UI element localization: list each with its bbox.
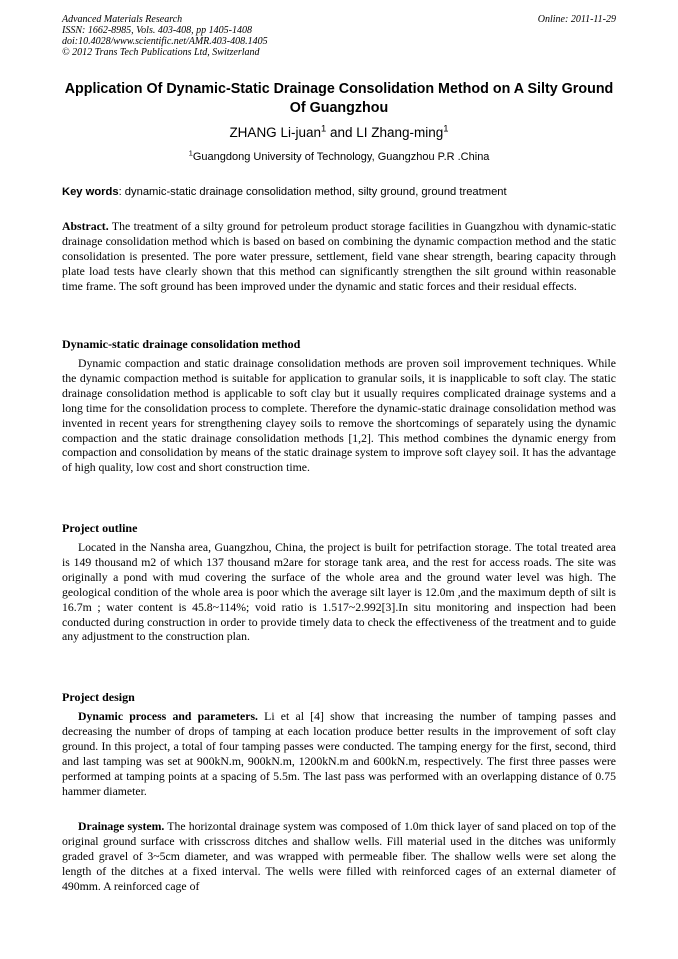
author-1: ZHANG Li-juan	[229, 125, 321, 140]
affiliation-sup: 1	[188, 148, 193, 158]
author-2: LI Zhang-ming	[356, 125, 444, 140]
section-paragraph-drainage	[62, 820, 616, 895]
abstract-label: Abstract.	[62, 220, 109, 233]
journal-name: Advanced Materials Research	[62, 14, 183, 25]
section-heading-outline: Project outline	[62, 521, 138, 535]
keywords-label: Key words	[62, 186, 119, 198]
journal-header	[62, 14, 616, 58]
keywords	[62, 185, 616, 199]
doi-line: doi:10.4028/www.scientific.net/AMR.403-408.1405	[62, 36, 268, 47]
section-heading-design: Project design	[62, 690, 135, 704]
dynamic-process-text: Li et al [4] show that increasing the number of tamping passes and decreasing the number of drops of tamping at each location produce better results in the improvement of soft clay ground. In this project, a total of four tamping passes were conducted. The tamping energy for the first, second, third and last tamping was set at 900kN.m, 900kN.m, 1200kN.m and 600kN.m, respectively. The first three passes were performed at tamping points at a spacing of 5.5m. The last pass was performed with an overlapping distance of 0.75 hammer diameter.	[62, 710, 616, 798]
online-date: Online: 2011-11-29	[537, 14, 616, 25]
affiliation-text: Guangdong University of Technology, Guangzhou P.R .China	[192, 151, 490, 163]
author-conjunction: and	[326, 125, 357, 140]
issn-line: ISSN: 1662-8985, Vols. 403-408, pp 1405-1408	[62, 25, 252, 36]
keywords-text: : dynamic-static drainage consolidation method, silty ground, ground treatment	[118, 186, 507, 198]
drainage-system-label: Drainage system.	[78, 820, 165, 833]
copyright-line: © 2012 Trans Tech Publications Ltd, Switzerland	[62, 47, 260, 58]
section-paragraph-outline: Located in the Nansha area, Guangzhou, China, the project is built for petrifaction storage. The total treated area is 149 thousand m2 of which 137 thousand m2are for storage tank area, and the rest for access roads. The site was originally a pond with mud covering the surface of the whole area and the ground water level was high. The geological condition of the whole area is poor which the average silt layer is 12.0m ,and the maximum depth of silt is 16.7m ; water content is 45.8~114%; void ratio is 1.517~2.992[3].In situ monitoring and inspection had been conducted during construction in order to provide timely data to check the effectiveness of the treatment and to guide any adjustment to the construction plan.	[62, 541, 616, 644]
abstract	[62, 220, 616, 295]
section-paragraph-dynamic-process	[62, 710, 616, 799]
drainage-system-text: The horizontal drainage system was composed of 1.0m thick layer of sand placed on top of the original ground surface with crisscross ditches and shallow wells. Fill material used in the ditches was uniformly graded gravel of 3~5cm diameter, and was wrapped with permeable fiber. The shallow wells were set along the length of the ditches at a fixed interval. The wells were filled with reinforced cages of an external diameter of 490mm. A reinforced cage of	[62, 820, 616, 893]
section-paragraph-method: Dynamic compaction and static drainage consolidation methods are proven soil improvement techniques. While the dynamic compaction method is suitable for application to granular soils, it is inapplicable to soft clay. The static drainage consolidation method is applicable to soft clay but it usually requires complicated drainage systems and a long time for the consolidation process to complete. Therefore the dynamic-static drainage consolidation method was invented in recent years for strengthening clayey soils to remove the shortcomings of separately using the dynamic compaction and the static drainage consolidation methods [1,2]. This method combines the dynamic energy from compaction and consolidation by means of the static drainage system to improve soft clayey soil. It has the advantage of high quality, low cost and short construction time.	[62, 357, 616, 475]
section-heading-method: Dynamic-static drainage consolidation method	[62, 337, 301, 351]
author-1-sup: 1	[320, 123, 327, 135]
author-line	[62, 124, 616, 141]
dynamic-process-label: Dynamic process and parameters.	[78, 710, 258, 723]
affiliation	[62, 150, 616, 164]
paper-title: Application Of Dynamic-Static Drainage Consolidation Method on A Silty Ground Of Guangzhou	[64, 81, 614, 116]
abstract-text: The treatment of a silty ground for petroleum product storage facilities in Guangzhou with dynamic-static drainage consolidation method which is based on based on combining the dynamic compaction method and the static consolidation is presented. The pore water pressure, settlement, field vane shear strength, bearing capacity through plate load tests have clearly shown that this method can significantly strengthen the silt ground within reasonable time frame. The soft ground has been improved under the dynamic and static forces and their residual effects.	[62, 220, 616, 293]
author-2-sup: 1	[443, 123, 449, 135]
